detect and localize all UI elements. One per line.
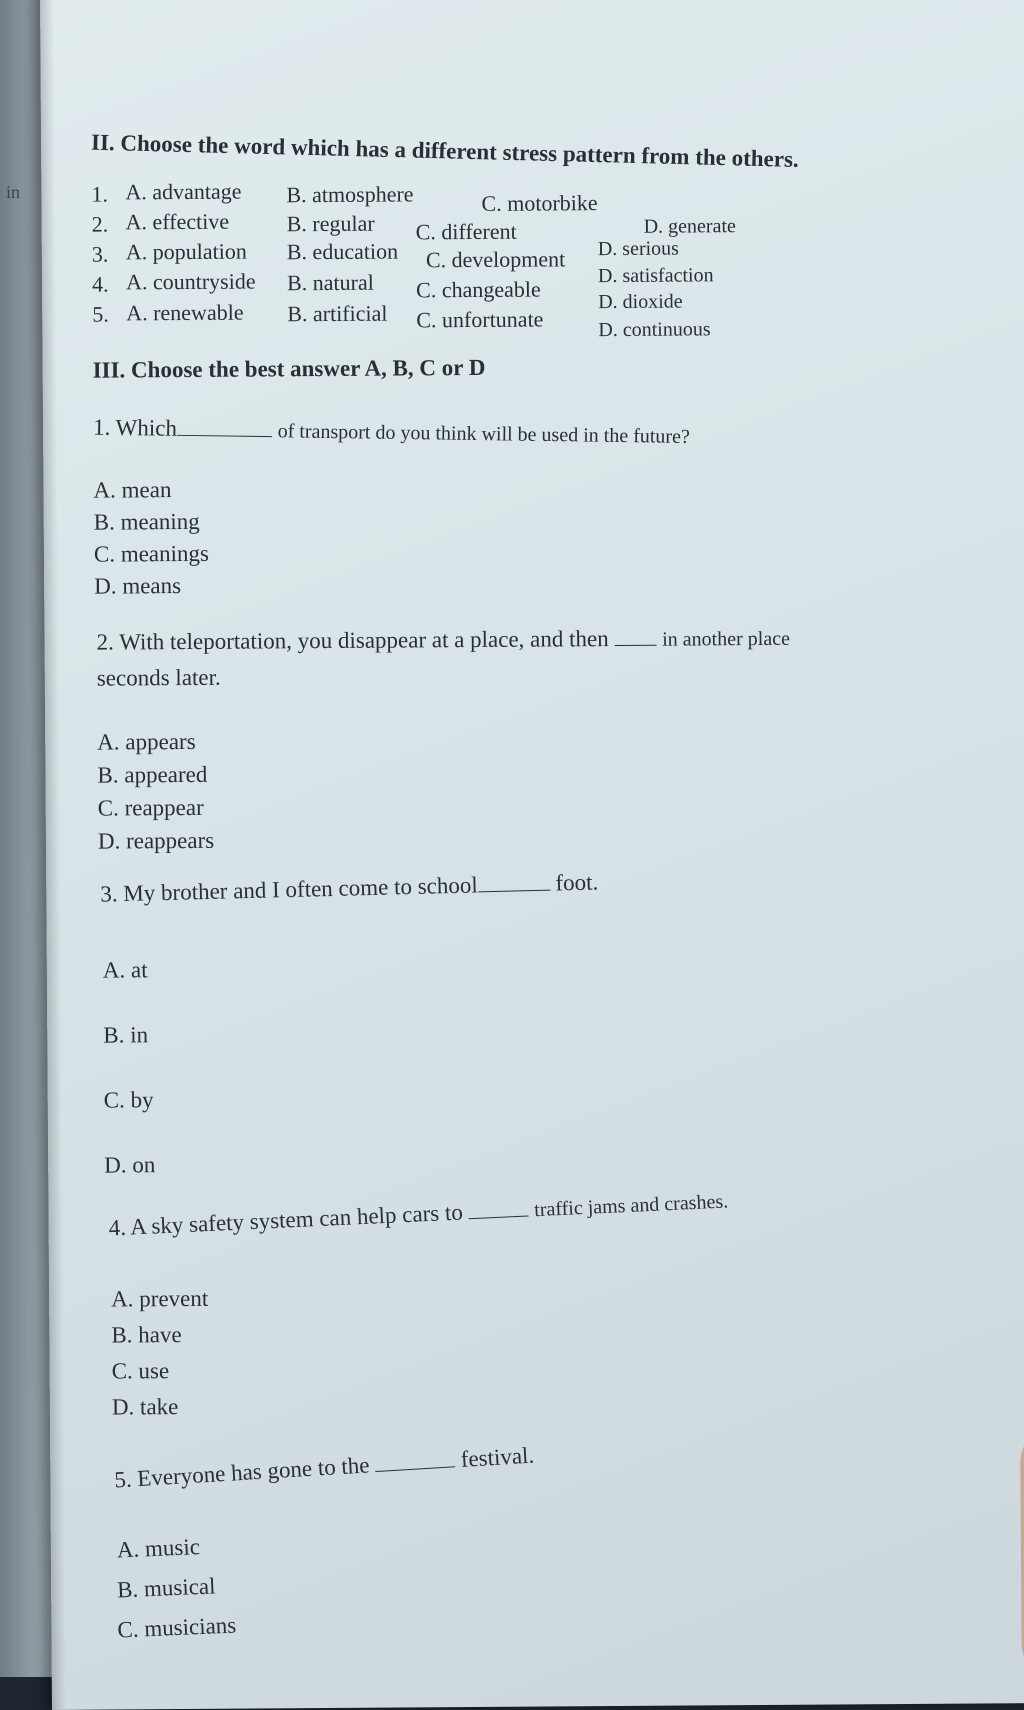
worksheet-content xyxy=(40,0,1024,1710)
option: C. meanings xyxy=(93,540,210,567)
option: C. by xyxy=(103,1087,154,1113)
answer-blank xyxy=(376,1466,456,1472)
option: B. in xyxy=(103,1022,149,1048)
question-text-cont: of transport do you think will be used in the future? xyxy=(277,420,690,448)
row-number: 1. xyxy=(91,181,109,207)
option-d: D. serious xyxy=(597,237,680,261)
option: A. prevent xyxy=(111,1285,209,1312)
option: A. at xyxy=(102,957,148,983)
option-b: B. natural xyxy=(286,269,374,296)
option: C. use xyxy=(111,1358,170,1384)
answer-blank xyxy=(177,435,272,437)
option: D. take xyxy=(111,1394,179,1420)
question-4 xyxy=(108,1187,729,1241)
option-d: D. generate xyxy=(643,215,736,238)
question-5 xyxy=(114,1443,535,1494)
option-a: A. renewable xyxy=(126,299,244,326)
answer-blank xyxy=(614,645,656,646)
question-text: 4. A sky safety system can help cars to xyxy=(108,1199,464,1241)
question-text-cont: foot. xyxy=(555,869,599,896)
option-a: A. advantage xyxy=(125,178,242,205)
question-text-cont: in another place xyxy=(662,627,790,651)
question-text: 1. Which xyxy=(92,414,178,441)
option-c: C. development xyxy=(425,246,566,273)
option: C. musicians xyxy=(116,1612,237,1643)
question-text: 5. Everyone has gone to the xyxy=(113,1452,371,1493)
option-c: C. different xyxy=(415,218,517,245)
option-a: A. countryside xyxy=(125,268,256,295)
question-text: 2. With teleportation, you disappear at a place, and then xyxy=(96,626,609,655)
option-b: B. artificial xyxy=(287,300,388,327)
row-number: 2. xyxy=(91,211,109,237)
option: A. music xyxy=(116,1534,201,1563)
option: B. appeared xyxy=(97,761,208,788)
option-c: C. unfortunate xyxy=(416,306,544,333)
question-text: 3. My brother and I often come to school xyxy=(99,872,478,907)
worksheet-page xyxy=(40,0,1024,1710)
option-d: D. satisfaction xyxy=(597,264,714,288)
row-number: 3. xyxy=(91,241,109,267)
section-3-heading: III. Choose the best answer A, B, C or D xyxy=(92,354,486,383)
section-2-heading: II. Choose the word which has a different stress pattern from the others. xyxy=(90,129,800,172)
option-d: D. continuous xyxy=(598,318,711,342)
row-number: 5. xyxy=(92,301,109,327)
answer-blank xyxy=(469,1215,529,1219)
option-a: A. population xyxy=(125,238,247,265)
option: D. reappears xyxy=(97,827,215,854)
thumb xyxy=(1020,1423,1024,1683)
option-a: A. effective xyxy=(125,208,230,235)
option-c: C. motorbike xyxy=(481,190,598,216)
question-3 xyxy=(100,869,599,907)
row-number: 4. xyxy=(91,271,109,297)
option-c: C. changeable xyxy=(416,276,541,303)
option: B. meaning xyxy=(93,508,200,535)
option: B. musical xyxy=(116,1573,216,1603)
question-text-cont: festival. xyxy=(460,1442,535,1472)
option: C. reappear xyxy=(97,794,204,821)
option-b: B. education xyxy=(286,238,399,265)
option-d: D. dioxide xyxy=(598,290,683,314)
option: A. mean xyxy=(93,477,172,503)
question-2-line-2: seconds later. xyxy=(96,664,221,691)
option-b: B. regular xyxy=(286,210,375,237)
question-2 xyxy=(96,625,790,656)
option-b: B. atmosphere xyxy=(286,181,414,208)
option: D. means xyxy=(94,573,182,599)
option: A. appears xyxy=(97,728,196,755)
answer-blank xyxy=(478,890,550,893)
option: B. have xyxy=(111,1322,182,1348)
left-page-fragment: in xyxy=(6,182,21,202)
question-text-cont: traffic jams and crashes. xyxy=(533,1190,729,1222)
option: D. on xyxy=(104,1152,156,1178)
question-1 xyxy=(93,415,690,449)
